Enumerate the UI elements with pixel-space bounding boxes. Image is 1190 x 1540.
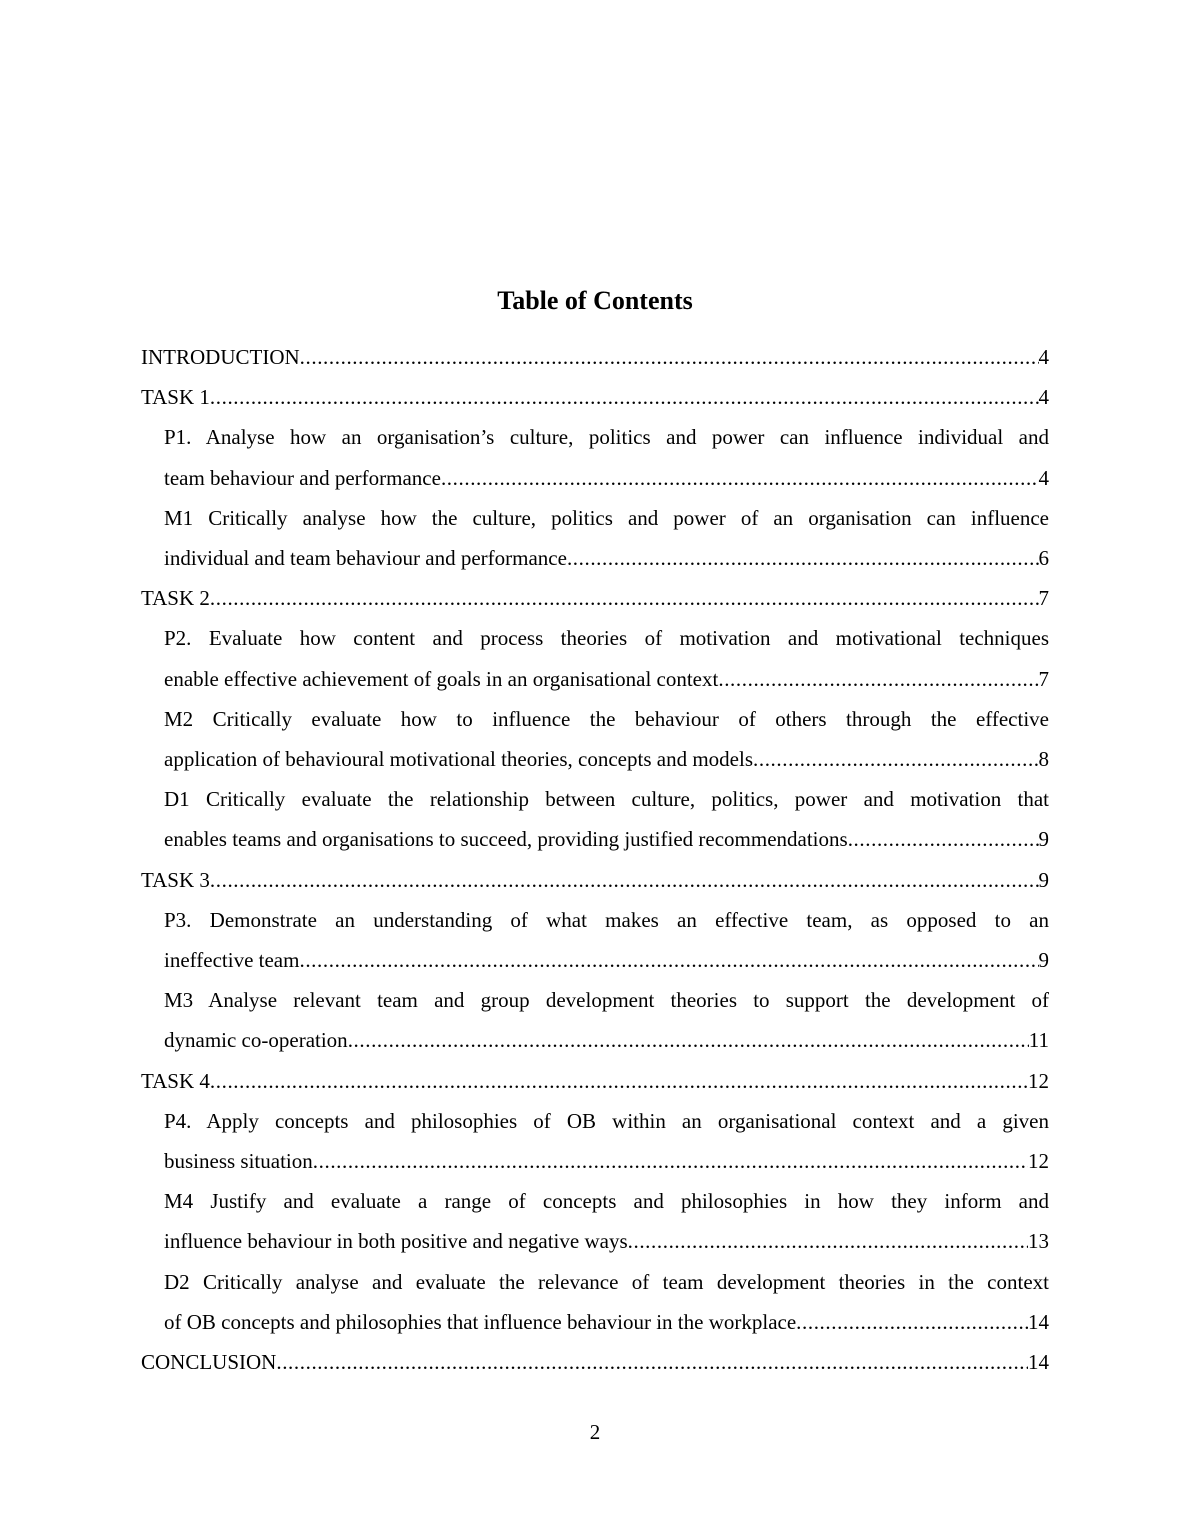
toc-entry-text: TASK 1 <box>141 385 210 410</box>
toc-page-number: 6 <box>1038 546 1049 571</box>
toc-page-number: 9 <box>1038 948 1049 973</box>
toc-page-number: 11 <box>1028 1028 1049 1053</box>
toc-entry-text-line: M2 Critically evaluate how to influence the behaviour of others through the effective <box>164 706 1049 731</box>
toc-entry-text-line: M3 Analyse relevant team and group development theories to support the development of <box>164 988 1049 1013</box>
toc-entry-row <box>141 377 1049 417</box>
toc-entry[interactable] <box>141 1061 1049 1101</box>
toc-entry-row <box>141 337 1049 377</box>
toc-entry[interactable] <box>141 578 1049 618</box>
toc-dot-leader <box>210 578 1039 618</box>
toc-entry-row <box>164 1302 1049 1342</box>
toc-dot-leader <box>210 377 1039 417</box>
toc-entry-row <box>164 1221 1049 1261</box>
toc-dot-leader <box>753 739 1039 779</box>
toc-entry[interactable] <box>141 337 1049 377</box>
toc-entry-text: INTRODUCTION <box>141 345 300 369</box>
toc-entry-text-line: M1 Critically analyse how the culture, politics and power of an organisation can influence <box>164 505 1049 530</box>
toc-entry[interactable] <box>141 1342 1049 1382</box>
toc-entry[interactable] <box>164 900 1049 980</box>
toc-entry-row <box>164 940 1049 980</box>
toc-dot-leader <box>313 1141 1028 1181</box>
toc-page-number: 4 <box>1038 345 1049 369</box>
page-number: 2 <box>589 1420 601 1444</box>
toc-entry-text-line: P4. Apply concepts and philosophies of OB within an organisational context and a given <box>164 1108 1049 1133</box>
toc-entry-row <box>141 578 1049 618</box>
toc-entry-row <box>141 860 1049 900</box>
toc-entry-row <box>164 819 1049 859</box>
toc-entry[interactable] <box>164 1101 1049 1181</box>
toc-entry-text-line: D1 Critically evaluate the relationship between culture, politics, power and motivation that <box>164 787 1049 812</box>
toc-entry[interactable] <box>141 860 1049 900</box>
toc-entry-text: dynamic co-operation <box>164 1028 348 1053</box>
toc-entry-text: TASK 4 <box>141 1068 210 1093</box>
toc-page-number: 9 <box>1038 827 1049 852</box>
toc-entry[interactable] <box>164 1262 1049 1342</box>
toc-dot-leader <box>796 1302 1028 1342</box>
toc-entry-row <box>141 1342 1049 1382</box>
toc-entry-text-line: P1. Analyse how an organisation’s culture, politics and power can influence individual and <box>164 425 1049 450</box>
toc-entry-text: of OB concepts and philosophies that influence behaviour in the workplace <box>164 1309 797 1334</box>
toc-entry-row <box>164 458 1049 498</box>
toc-entry-text: TASK 2 <box>141 586 210 611</box>
toc-entry-row <box>141 1061 1049 1101</box>
toc-entry-text: application of behavioural motivational theories, concepts and models <box>164 747 753 772</box>
toc-page-number: 12 <box>1028 1068 1049 1093</box>
toc-entry[interactable] <box>164 498 1049 578</box>
toc-entry-row <box>164 538 1049 578</box>
toc-dot-leader <box>628 1221 1028 1261</box>
toc-entry[interactable] <box>164 618 1049 698</box>
toc-entry[interactable] <box>164 980 1049 1060</box>
toc-entry-row <box>164 739 1049 779</box>
toc-dot-leader <box>210 1061 1028 1101</box>
toc-entry[interactable] <box>164 779 1049 859</box>
toc-entry[interactable] <box>141 377 1049 417</box>
toc-entry-row <box>164 1141 1049 1181</box>
toc-entry-text: CONCLUSION <box>141 1350 277 1375</box>
toc-entry-text-line: D2 Critically analyse and evaluate the relevance of team development theories in the context <box>164 1269 1049 1294</box>
toc-entry-text: business situation <box>164 1149 313 1174</box>
toc-page-number: 8 <box>1038 747 1049 772</box>
toc-dot-leader <box>718 659 1038 699</box>
toc-dot-leader <box>848 819 1039 859</box>
toc-dot-leader <box>210 860 1039 900</box>
toc-entry-row <box>164 1020 1049 1060</box>
toc-entry-text: influence behaviour in both positive and negative ways <box>164 1229 628 1254</box>
toc-entry-text-line: M4 Justify and evaluate a range of concepts and philosophies in how they inform and <box>164 1189 1049 1214</box>
toc-dot-leader <box>567 538 1039 578</box>
table-of-contents <box>141 337 1049 1382</box>
toc-entry-text: enables teams and organisations to succeed, providing justified recommendations <box>164 827 848 852</box>
toc-entry-text: TASK 3 <box>141 867 210 892</box>
toc-entry-row <box>164 659 1049 699</box>
toc-page-number: 9 <box>1038 867 1049 892</box>
toc-entry[interactable] <box>164 1181 1049 1261</box>
toc-page-number: 4 <box>1038 465 1049 490</box>
toc-page-number: 13 <box>1028 1229 1049 1254</box>
toc-dot-leader <box>276 1342 1028 1382</box>
toc-dot-leader <box>299 940 1038 980</box>
toc-entry[interactable] <box>164 699 1049 779</box>
toc-page-number: 14 <box>1028 1309 1049 1334</box>
toc-entry-text: enable effective achievement of goals in an organisational context <box>164 666 719 691</box>
toc-dot-leader <box>441 458 1039 498</box>
toc-entry-text: individual and team behaviour and performance <box>164 546 567 571</box>
toc-entry-text-line: P3. Demonstrate an understanding of what makes an effective team, as opposed to an <box>164 907 1049 932</box>
toc-page-number: 12 <box>1028 1149 1049 1174</box>
toc-page-number: 7 <box>1038 666 1049 691</box>
toc-page-number: 14 <box>1028 1350 1049 1375</box>
toc-dot-leader <box>348 1020 1029 1060</box>
toc-entry-text-line: P2. Evaluate how content and process theories of motivation and motivational techniques <box>164 626 1049 651</box>
toc-page-number: 4 <box>1038 385 1049 410</box>
toc-dot-leader <box>300 337 1039 377</box>
toc-entry-text: ineffective team <box>164 948 300 973</box>
toc-entry-text: team behaviour and performance <box>164 465 441 490</box>
toc-title: Table of Contents <box>497 286 693 315</box>
toc-entry[interactable] <box>164 417 1049 497</box>
toc-page-number: 7 <box>1038 586 1049 611</box>
